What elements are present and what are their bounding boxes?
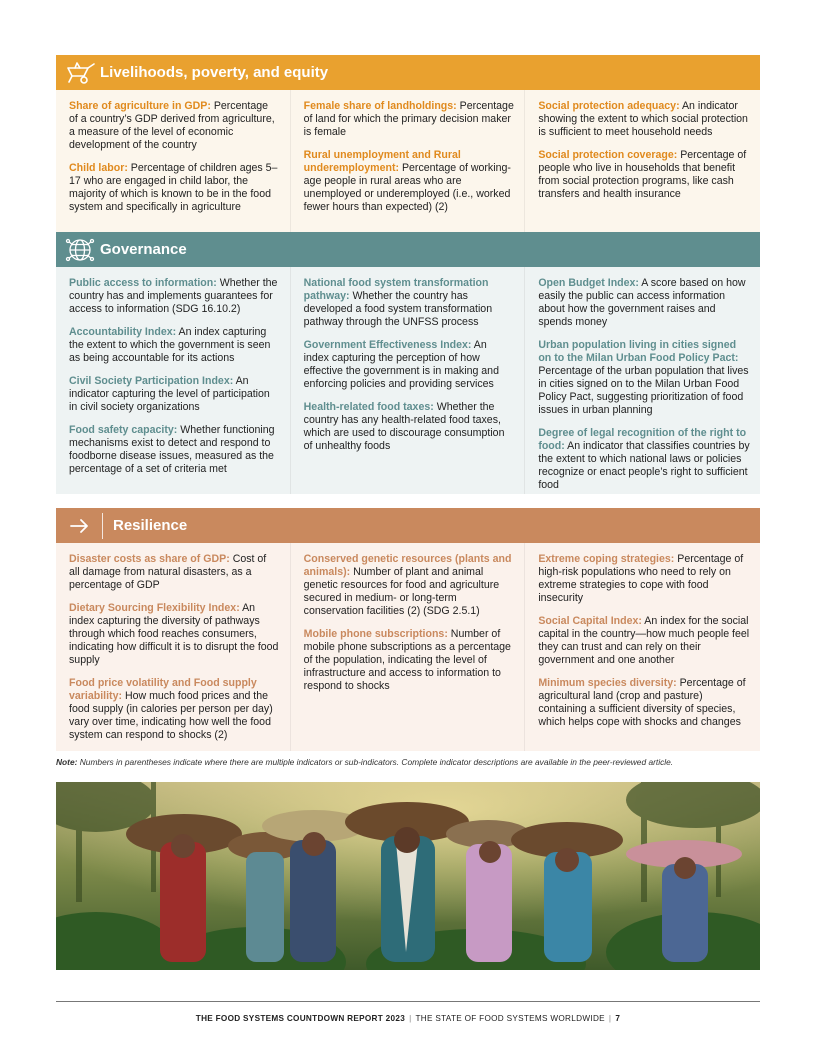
indicator-desc: Whether the country has and implements guarantees for access to information (SDG 16.10.2) xyxy=(69,277,278,315)
indicator-desc: Number of mobile phone subscriptions as a percentage of the population, indicating the level of infrastructure and access to information to respond to shocks xyxy=(303,628,511,692)
indicator-desc: How much food prices and the food supply (in calories per person per day) vary over time, indicating how well the food system can respond to shocks (2) xyxy=(69,690,273,741)
indicator-term: Public access to information: xyxy=(69,277,217,289)
table-note xyxy=(56,757,760,767)
indicator-desc: Percentage of working-age people in rural areas who are unemployed or underemployed (i.e., worked fewer hours than expected) (2) xyxy=(303,162,511,213)
indicator-entry xyxy=(538,149,750,201)
indicator-term: Food safety capacity: xyxy=(69,424,178,436)
indicator-entry xyxy=(69,162,280,214)
indicator-entry xyxy=(304,339,515,391)
column xyxy=(56,267,291,494)
section-title: Resilience xyxy=(113,517,188,534)
indicator-desc: An index capturing the extent to which the government is seen as being accountable for its actions xyxy=(69,326,271,364)
indicator-desc: An index capturing the perception of how effective the government is in making and enforcing policies and providing services xyxy=(303,339,499,390)
section-resilience xyxy=(56,508,760,751)
note-text: Numbers in parentheses indicate where there are multiple indicators or sub-indicators. Complete indicator descriptions are available in the peer-reviewed article. xyxy=(77,757,674,767)
indicator-desc: Percentage of people who live in households that benefit from social protection programs, like cash transfers and health insurance xyxy=(538,149,747,200)
indicator-desc: Percentage of high-risk populations who need to rely on extreme strategies to cope with food insecurity xyxy=(538,553,744,604)
indicator-term: Rural unemployment and Rural underemployment: xyxy=(303,149,461,174)
column xyxy=(525,90,760,248)
column xyxy=(525,543,760,751)
indicator-entry xyxy=(69,553,280,592)
section-header xyxy=(56,232,760,267)
indicator-entry xyxy=(69,677,280,742)
indicator-desc: Whether the country has developed a food system transformation pathway through the UNFSS process xyxy=(303,290,493,328)
indicator-entry xyxy=(538,100,750,139)
indicator-entry xyxy=(69,326,280,365)
indicator-entry xyxy=(69,277,280,316)
section-livelihoods xyxy=(56,55,760,248)
indicator-entry xyxy=(304,100,515,139)
indicator-term: Social Capital Index: xyxy=(538,615,642,627)
indicator-term: Food price volatility and Food supply variability: xyxy=(69,677,257,702)
indicator-term: Conserved genetic resources (plants and animals): xyxy=(303,553,512,578)
indicator-term: Urban population living in cities signed on to the Milan Urban Food Policy Pact: xyxy=(538,339,739,364)
indicator-entry xyxy=(69,424,280,476)
indicator-desc: An index capturing the diversity of pathways through which food reaches consumers, indicating how difficult it is to disrupt the food supply xyxy=(69,602,279,666)
indicator-term: Mobile phone subscriptions: xyxy=(303,628,448,640)
wheelbarrow-icon xyxy=(62,58,98,88)
indicator-entry xyxy=(538,553,750,605)
section-header xyxy=(56,55,760,90)
indicator-term: Female share of landholdings: xyxy=(303,100,457,112)
footer-divider xyxy=(56,1001,760,1002)
page-number: 7 xyxy=(615,1014,621,1023)
indicator-desc: Percentage of agricultural land (crop and pasture) containing a sufficient diversity of species, which helps cope with shocks and changes xyxy=(538,677,746,728)
section-body xyxy=(56,543,760,751)
indicator-entry xyxy=(304,149,515,214)
column xyxy=(291,267,526,494)
column xyxy=(291,543,526,751)
indicator-entry xyxy=(538,615,750,667)
indicator-entry xyxy=(538,339,750,417)
indicator-entry xyxy=(69,100,280,152)
arrow-right-icon xyxy=(62,511,98,541)
indicator-desc: Cost of all damage from natural disasters, as a percentage of GDP xyxy=(69,553,267,591)
indicator-desc: Percentage of a country’s GDP derived from agriculture, a measure of the level of economic development of the country xyxy=(69,100,275,151)
section-governance xyxy=(56,232,760,494)
indicator-desc: An indicator that classifies countries by the extent to which national laws or policies recognize or enact people’s right to sufficient food xyxy=(538,440,750,491)
column xyxy=(56,90,291,248)
indicator-term: Government Effectiveness Index: xyxy=(303,339,472,351)
indicator-term: National food system transformation pathway: xyxy=(303,277,489,302)
indicator-term: Degree of legal recognition of the right to food: xyxy=(538,427,747,452)
indicator-desc: Whether the country has any health-related food taxes, which are used to discourage consumption of unhealthy foods xyxy=(303,401,505,452)
section-title: Governance xyxy=(100,241,187,258)
indicator-entry xyxy=(304,401,515,453)
indicator-entry xyxy=(304,553,515,618)
column xyxy=(56,543,291,751)
indicator-desc: An indicator showing the extent to which social protection is sufficient to meet household needs xyxy=(538,100,748,138)
tea-pickers-photo xyxy=(56,782,760,970)
footer-report-title: THE FOOD SYSTEMS COUNTDOWN REPORT 2023 xyxy=(195,1014,406,1023)
indicator-desc: Number of plant and animal genetic resources for food and agriculture secured in medium- or long-term conservation facilities (2) (SDG 2.5.1) xyxy=(303,566,500,617)
header-divider xyxy=(102,513,103,539)
indicator-entry xyxy=(538,427,750,492)
section-title: Livelihoods, poverty, and equity xyxy=(100,64,329,81)
indicator-desc: An indicator capturing the level of participation in civil society organizations xyxy=(69,375,270,413)
indicator-desc: Percentage of the urban population that lives in cities signed on to the Milan Urban Food Policy Pact, suggesting prioritization of food issues in urban planning xyxy=(538,365,749,416)
indicator-entry xyxy=(69,602,280,667)
indicator-term: Share of agriculture in GDP: xyxy=(69,100,211,112)
note-label: Note: xyxy=(56,757,78,767)
indicator-term: Minimum species diversity: xyxy=(538,677,677,689)
indicator-term: Disaster costs as share of GDP: xyxy=(69,553,230,565)
indicator-desc: An index for the social capital in the country—how much people feel they can trust and can rely on their government and one another xyxy=(538,615,750,666)
indicator-entry xyxy=(538,277,750,329)
indicator-entry xyxy=(69,375,280,414)
indicator-entry xyxy=(538,677,750,729)
indicator-desc: Percentage of children ages 5–17 who are engaged in child labor, the majority of which is known to be in the food system and specifically in agriculture xyxy=(69,162,278,213)
indicator-entry xyxy=(304,628,515,693)
page-footer: THE FOOD SYSTEMS COUNTDOWN REPORT 2023 | THE STATE OF FOOD SYSTEMS WORLDWIDE | 7 xyxy=(195,1014,621,1023)
footer-subtitle: THE STATE OF FOOD SYSTEMS WORLDWIDE xyxy=(415,1014,605,1023)
indicator-term: Dietary Sourcing Flexibility Index: xyxy=(69,602,240,614)
indicator-term: Health-related food taxes: xyxy=(303,401,434,413)
indicator-desc: A score based on how easily the public can access information about how the government raises and spends money xyxy=(538,277,746,328)
indicator-term: Child labor: xyxy=(69,162,128,174)
section-body xyxy=(56,90,760,248)
indicator-desc: Percentage of land for which the primary decision maker is female xyxy=(303,100,514,138)
indicator-term: Open Budget Index: xyxy=(538,277,639,289)
indicator-term: Extreme coping strategies: xyxy=(538,553,675,565)
indicator-desc: Whether functioning mechanisms exist to detect and respond to foodborne disease issues, measured as the percentage of a set of criteria met xyxy=(69,424,275,475)
indicator-term: Accountability Index: xyxy=(69,326,177,338)
globe-network-icon xyxy=(62,235,98,265)
section-header xyxy=(56,508,760,543)
indicator-entry xyxy=(304,277,515,329)
indicator-term: Social protection adequacy: xyxy=(538,100,680,112)
column xyxy=(525,267,760,494)
column xyxy=(291,90,526,248)
section-body xyxy=(56,267,760,494)
indicator-term: Civil Society Participation Index: xyxy=(69,375,234,387)
indicator-term: Social protection coverage: xyxy=(538,149,678,161)
